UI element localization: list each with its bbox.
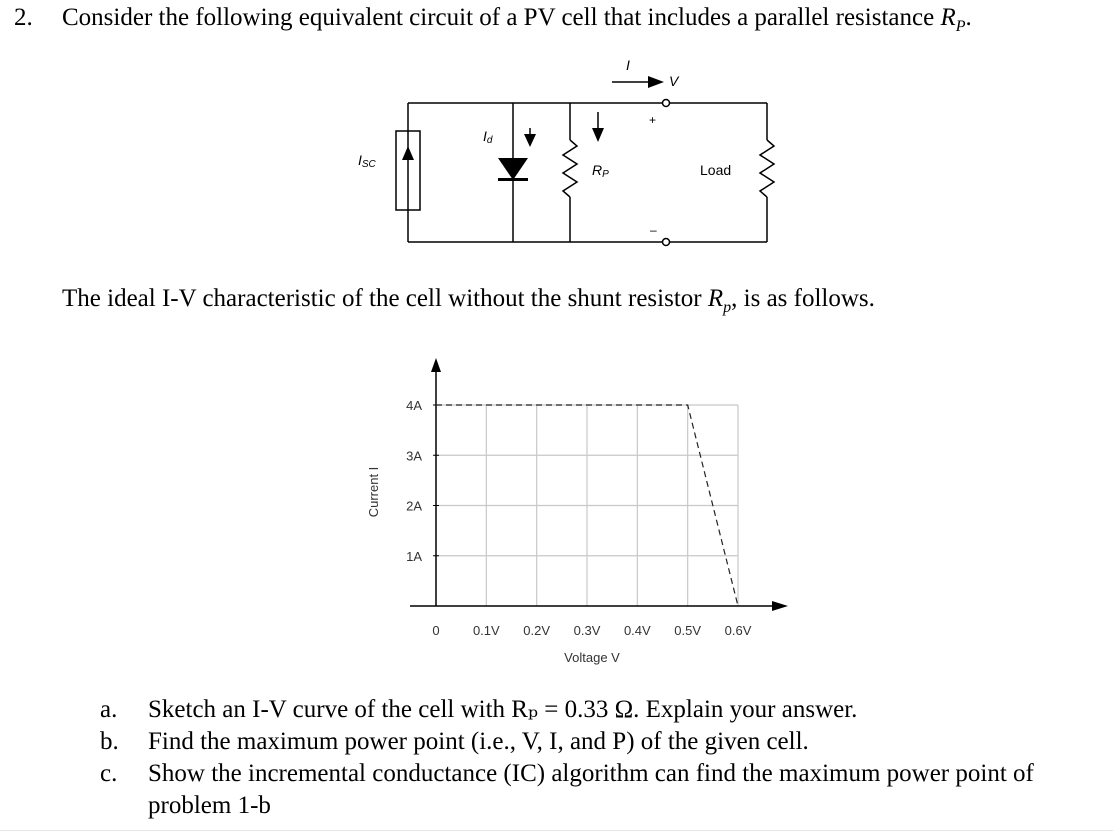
question-text-before: Consider the following equivalent circuit of a PV cell that includes a parallel resistance bbox=[62, 4, 941, 31]
part-c bbox=[100, 758, 1098, 822]
y-tick-label: 4A bbox=[406, 398, 422, 413]
part-a-label: a. bbox=[100, 696, 118, 723]
y-tick-label: 2A bbox=[406, 498, 422, 514]
isc-arrow-icon bbox=[402, 146, 414, 160]
y-axis-label: Current I bbox=[366, 466, 381, 518]
part-a-text: Sketch an I-V curve of the cell with Rₚ = 0.33 Ω. Explain your answer. bbox=[148, 696, 858, 723]
ideal-rp-sub: p bbox=[723, 299, 732, 316]
voltage-v-label: V bbox=[669, 73, 679, 89]
x-tick-label: 0.1V bbox=[472, 623, 500, 638]
x-tick-label: 0.4V bbox=[623, 623, 651, 638]
x-tick-label: 0.2V bbox=[523, 623, 551, 638]
current-i-label: I bbox=[626, 57, 630, 73]
x-axis-label: Voltage V bbox=[564, 650, 620, 665]
part-b-text: Find the maximum power point (i.e., V, I, and P) of the given cell. bbox=[148, 728, 809, 755]
question-number: 2. bbox=[14, 4, 33, 31]
id-label: Id bbox=[483, 128, 493, 146]
question-rp-symbol: R bbox=[940, 4, 956, 31]
x-tick-label: 0 bbox=[432, 623, 440, 638]
part-c-label: c. bbox=[100, 760, 118, 787]
x-tick-label: 0.3V bbox=[573, 623, 601, 638]
id-arrow-icon bbox=[524, 134, 536, 147]
question-rp-sub: P bbox=[955, 18, 966, 35]
ideal-text-after: , is as follows. bbox=[731, 285, 875, 312]
question-parts bbox=[100, 694, 1098, 822]
diode-icon bbox=[498, 158, 528, 180]
output-current-arrow-icon bbox=[648, 76, 664, 88]
isc-label: ISC bbox=[358, 152, 376, 170]
rp-current-arrow-icon bbox=[592, 128, 604, 142]
part-b-label: b. bbox=[100, 728, 119, 755]
page-bottom-rule bbox=[0, 830, 1113, 831]
ideal-text-before: The ideal I-V characteristic of the cell without the shunt resistor bbox=[62, 285, 708, 312]
rp-label: RP bbox=[592, 162, 609, 180]
part-c-text: Show the incremental conductance (IC) algorithm can find the maximum power point of problem 1-b bbox=[148, 760, 1034, 819]
x-tick-label: 0.5V bbox=[674, 623, 702, 638]
question-text bbox=[62, 4, 972, 36]
x-tick-label: 0.6V bbox=[724, 623, 752, 638]
minus-sign: – bbox=[650, 223, 657, 237]
y-axis-arrow-icon bbox=[431, 358, 441, 372]
load-label: Load bbox=[700, 162, 732, 178]
y-tick-label: 3A bbox=[406, 448, 422, 464]
ideal-rp-symbol: R bbox=[707, 285, 724, 312]
iv-curve-line bbox=[436, 405, 738, 606]
x-axis-arrow-icon bbox=[772, 601, 788, 611]
diode-bar bbox=[498, 178, 528, 181]
part-a bbox=[100, 694, 1098, 726]
part-b bbox=[100, 726, 1098, 758]
ideal-characteristic-text bbox=[62, 285, 875, 317]
y-tick-label: 1A bbox=[406, 548, 422, 564]
question-text-after: . bbox=[965, 4, 972, 31]
plus-sign: + bbox=[649, 113, 657, 127]
